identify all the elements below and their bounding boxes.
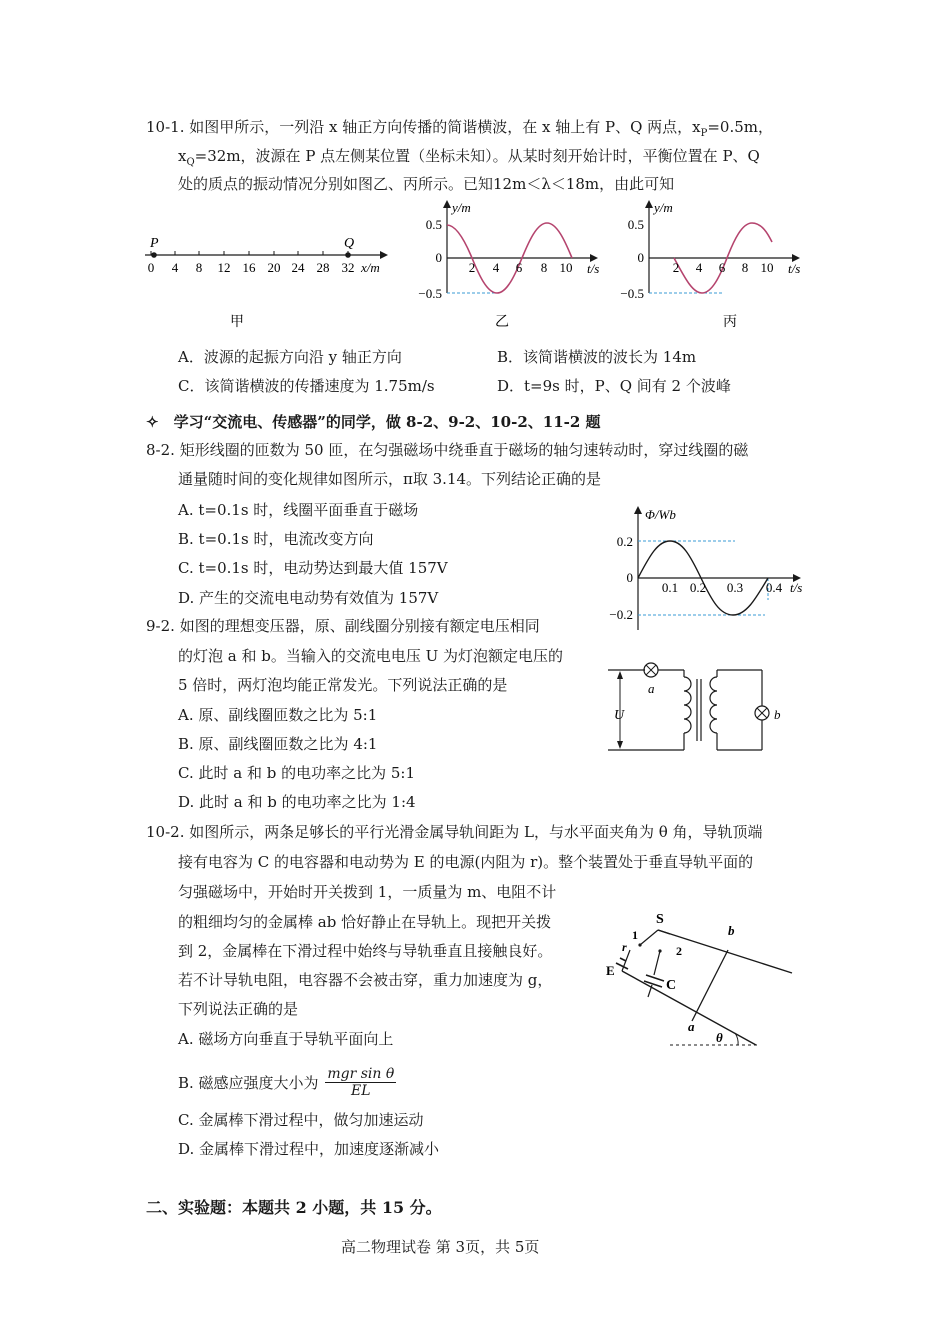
svg-text:θ: θ bbox=[716, 1030, 723, 1045]
svg-text:0.4: 0.4 bbox=[765, 580, 783, 595]
figure-yi bbox=[412, 196, 612, 336]
q10-1-option-b: B．该简谐横波的波长为 14m bbox=[497, 348, 697, 366]
svg-text:Φ/Wb: Φ/Wb bbox=[645, 507, 676, 522]
q10-2-line1: 10-2. 如图所示，两条足够长的平行光滑金属导轨间距为 L，与水平面夹角为 θ 角，导轨顶端 bbox=[146, 823, 763, 841]
q10-2-option-b: B. 磁感应强度大小为 mgr sin θ EL bbox=[178, 1066, 395, 1099]
svg-text:12: 12 bbox=[217, 260, 231, 275]
svg-text:0: 0 bbox=[435, 250, 442, 265]
q10-1-option-c: C．该简谐横波的传播速度为 1.75m/s bbox=[178, 377, 435, 395]
svg-text:0: 0 bbox=[626, 570, 633, 585]
svg-text:−0.2: −0.2 bbox=[609, 607, 633, 622]
svg-text:2: 2 bbox=[672, 260, 680, 275]
q9-2-option-a: A. 原、副线圈匝数之比为 5:1 bbox=[178, 706, 378, 724]
svg-text:0: 0 bbox=[637, 250, 644, 265]
q8-2-option-c: C. t=0.1s 时，电动势达到最大值 157V bbox=[178, 559, 448, 577]
q9-2-option-b: B. 原、副线圈匝数之比为 4:1 bbox=[178, 735, 378, 753]
svg-text:t/s: t/s bbox=[790, 580, 803, 595]
q9-2-line3: 5 倍时，两灯泡均能正常发光。下列说法正确的是 bbox=[178, 676, 508, 694]
svg-text:10: 10 bbox=[760, 260, 774, 275]
q10-2-line3: 匀强磁场中，开始时开关拨到 1，一质量为 m、电阻不计 bbox=[178, 883, 557, 901]
q8-2-line2: 通量随时间的变化规律如图所示，π取 3.14。下列结论正确的是 bbox=[178, 470, 602, 488]
svg-text:32: 32 bbox=[341, 260, 355, 275]
section-note: ✧ 学习“交流电、传感器”的同学，做 8-2、9-2、10-2、11-2 题 bbox=[146, 413, 601, 431]
svg-text:−0.5: −0.5 bbox=[418, 286, 442, 301]
svg-text:y/m: y/m bbox=[452, 200, 471, 215]
page-footer: 高二物理试卷 第 3页，共 5页 bbox=[341, 1238, 540, 1256]
svg-text:0.5: 0.5 bbox=[425, 217, 442, 232]
q9-2-line2: 的灯泡 a 和 b。当输入的交流电电压 U 为灯泡额定电压的 bbox=[178, 647, 564, 665]
q10-1-option-d: D．t=9s 时，P、Q 间有 2 个波峰 bbox=[497, 377, 731, 395]
svg-text:2: 2 bbox=[676, 944, 682, 958]
q10-2-option-c: C. 金属棒下滑过程中，做匀加速运动 bbox=[178, 1111, 424, 1129]
q10-1-line2: $x_Q=32m$，波源在 P 点左侧某位置（坐标未知）。从某时刻开始计时，平衡位置在 P、Q bbox=[178, 147, 760, 168]
svg-text:b: b bbox=[728, 923, 735, 938]
svg-text:8: 8 bbox=[741, 260, 749, 275]
q10-2-option-a: A. 磁场方向垂直于导轨平面向上 bbox=[178, 1030, 394, 1048]
svg-text:a: a bbox=[688, 1019, 695, 1034]
q8-2-option-d: D. 产生的交流电电动势有效值为 157V bbox=[178, 589, 439, 607]
svg-text:1: 1 bbox=[632, 928, 638, 942]
svg-text:U: U bbox=[614, 708, 625, 723]
svg-text:4: 4 bbox=[171, 260, 179, 275]
switch-s bbox=[640, 930, 658, 945]
q10-2-line6: 若不计导轨电阻，电容器不会被击穿，重力加速度为 g， bbox=[178, 971, 553, 989]
q10-1-line1: 10-1. 如图甲所示，一列沿 x 轴正方向传播的简谐横波，在 x 轴上有 P、Q 两点，$x_P=0.5m$， bbox=[146, 118, 774, 139]
svg-text:24: 24 bbox=[291, 260, 305, 275]
caption-bing: 丙 bbox=[723, 315, 737, 330]
svg-text:0.1: 0.1 bbox=[661, 580, 679, 595]
caption-jia: 甲 bbox=[230, 315, 244, 330]
q10-1-option-a: A．波源的起振方向沿 y 轴正方向 bbox=[178, 348, 402, 366]
svg-text:6: 6 bbox=[718, 260, 726, 275]
svg-text:C: C bbox=[666, 978, 677, 993]
q9-2-line1: 9-2. 如图的理想变压器，原、副线圈分别接有额定电压相同 bbox=[146, 617, 540, 635]
figure-transformer bbox=[600, 655, 810, 760]
svg-text:4: 4 bbox=[492, 260, 500, 275]
point-q bbox=[345, 252, 351, 258]
svg-text:S: S bbox=[656, 912, 664, 927]
q10-2-line2: 接有电容为 C 的电容器和电动势为 E 的电源(内阻为 r)。整个装置处于垂直导轨平面的 bbox=[178, 853, 754, 871]
svg-text:16: 16 bbox=[242, 260, 256, 275]
svg-text:10: 10 bbox=[559, 260, 573, 275]
svg-text:8: 8 bbox=[540, 260, 548, 275]
svg-text:2: 2 bbox=[468, 260, 476, 275]
svg-text:E: E bbox=[606, 963, 615, 978]
q10-1-line3: 处的质点的振动情况分别如图乙、丙所示。已知12m＜λ＜18m，由此可知 bbox=[178, 175, 675, 193]
label-q: Q bbox=[344, 236, 355, 251]
svg-text:0.5: 0.5 bbox=[627, 217, 644, 232]
q8-2-option-a: A. t=0.1s 时，线圈平面垂直于磁场 bbox=[178, 501, 419, 519]
q9-2-option-c: C. 此时 a 和 b 的电功率之比为 5:1 bbox=[178, 764, 416, 782]
svg-text:t/s: t/s bbox=[587, 261, 600, 276]
svg-text:20: 20 bbox=[267, 260, 281, 275]
section-2-title: 二、实验题：本题共 2 小题，共 15 分。 bbox=[146, 1198, 442, 1217]
rod-ab bbox=[692, 950, 728, 1021]
svg-text:8: 8 bbox=[195, 260, 203, 275]
svg-text:−0.5: −0.5 bbox=[620, 286, 644, 301]
figure-bing bbox=[614, 196, 814, 336]
svg-text:x/m: x/m bbox=[361, 260, 380, 275]
q8-2-line1: 8-2. 矩形线圈的匝数为 50 匝，在匀强磁场中绕垂直于磁场的轴匀速转动时，穿过线圈的磁 bbox=[146, 441, 749, 459]
svg-text:0.2: 0.2 bbox=[616, 534, 633, 549]
svg-text:0.3: 0.3 bbox=[726, 580, 744, 595]
battery bbox=[616, 963, 628, 969]
svg-text:a: a bbox=[648, 681, 655, 696]
capacitor bbox=[646, 975, 664, 981]
svg-text:0.2: 0.2 bbox=[689, 580, 707, 595]
svg-text:0: 0 bbox=[147, 260, 155, 275]
svg-text:4: 4 bbox=[695, 260, 703, 275]
q9-2-option-d: D. 此时 a 和 b 的电功率之比为 1:4 bbox=[178, 793, 416, 811]
svg-text:28: 28 bbox=[316, 260, 330, 275]
q10-2-line4: 的粗细均匀的金属棒 ab 恰好静止在导轨上。现把开关拨 bbox=[178, 913, 552, 931]
svg-text:y/m: y/m bbox=[654, 200, 673, 215]
q10-2-line7: 下列说法正确的是 bbox=[178, 1000, 299, 1018]
svg-text:6: 6 bbox=[515, 260, 523, 275]
point-p bbox=[151, 252, 157, 258]
svg-text:r: r bbox=[622, 940, 627, 954]
q8-2-option-b: B. t=0.1s 时，电流改变方向 bbox=[178, 530, 374, 548]
q10-2-line5: 到 2，金属棒在下滑过程中始终与导轨垂直且接触良好。 bbox=[178, 942, 553, 960]
caption-yi: 乙 bbox=[495, 315, 509, 330]
label-p: P bbox=[150, 236, 159, 251]
figure-jia bbox=[140, 230, 400, 340]
figure-rails bbox=[600, 905, 800, 1055]
q10-2-option-d: D. 金属棒下滑过程中，加速度逐渐减小 bbox=[178, 1140, 440, 1158]
figure-flux bbox=[600, 500, 820, 635]
jia-ticks bbox=[151, 251, 348, 255]
svg-text:b: b bbox=[774, 707, 781, 722]
svg-text:t/s: t/s bbox=[788, 261, 801, 276]
